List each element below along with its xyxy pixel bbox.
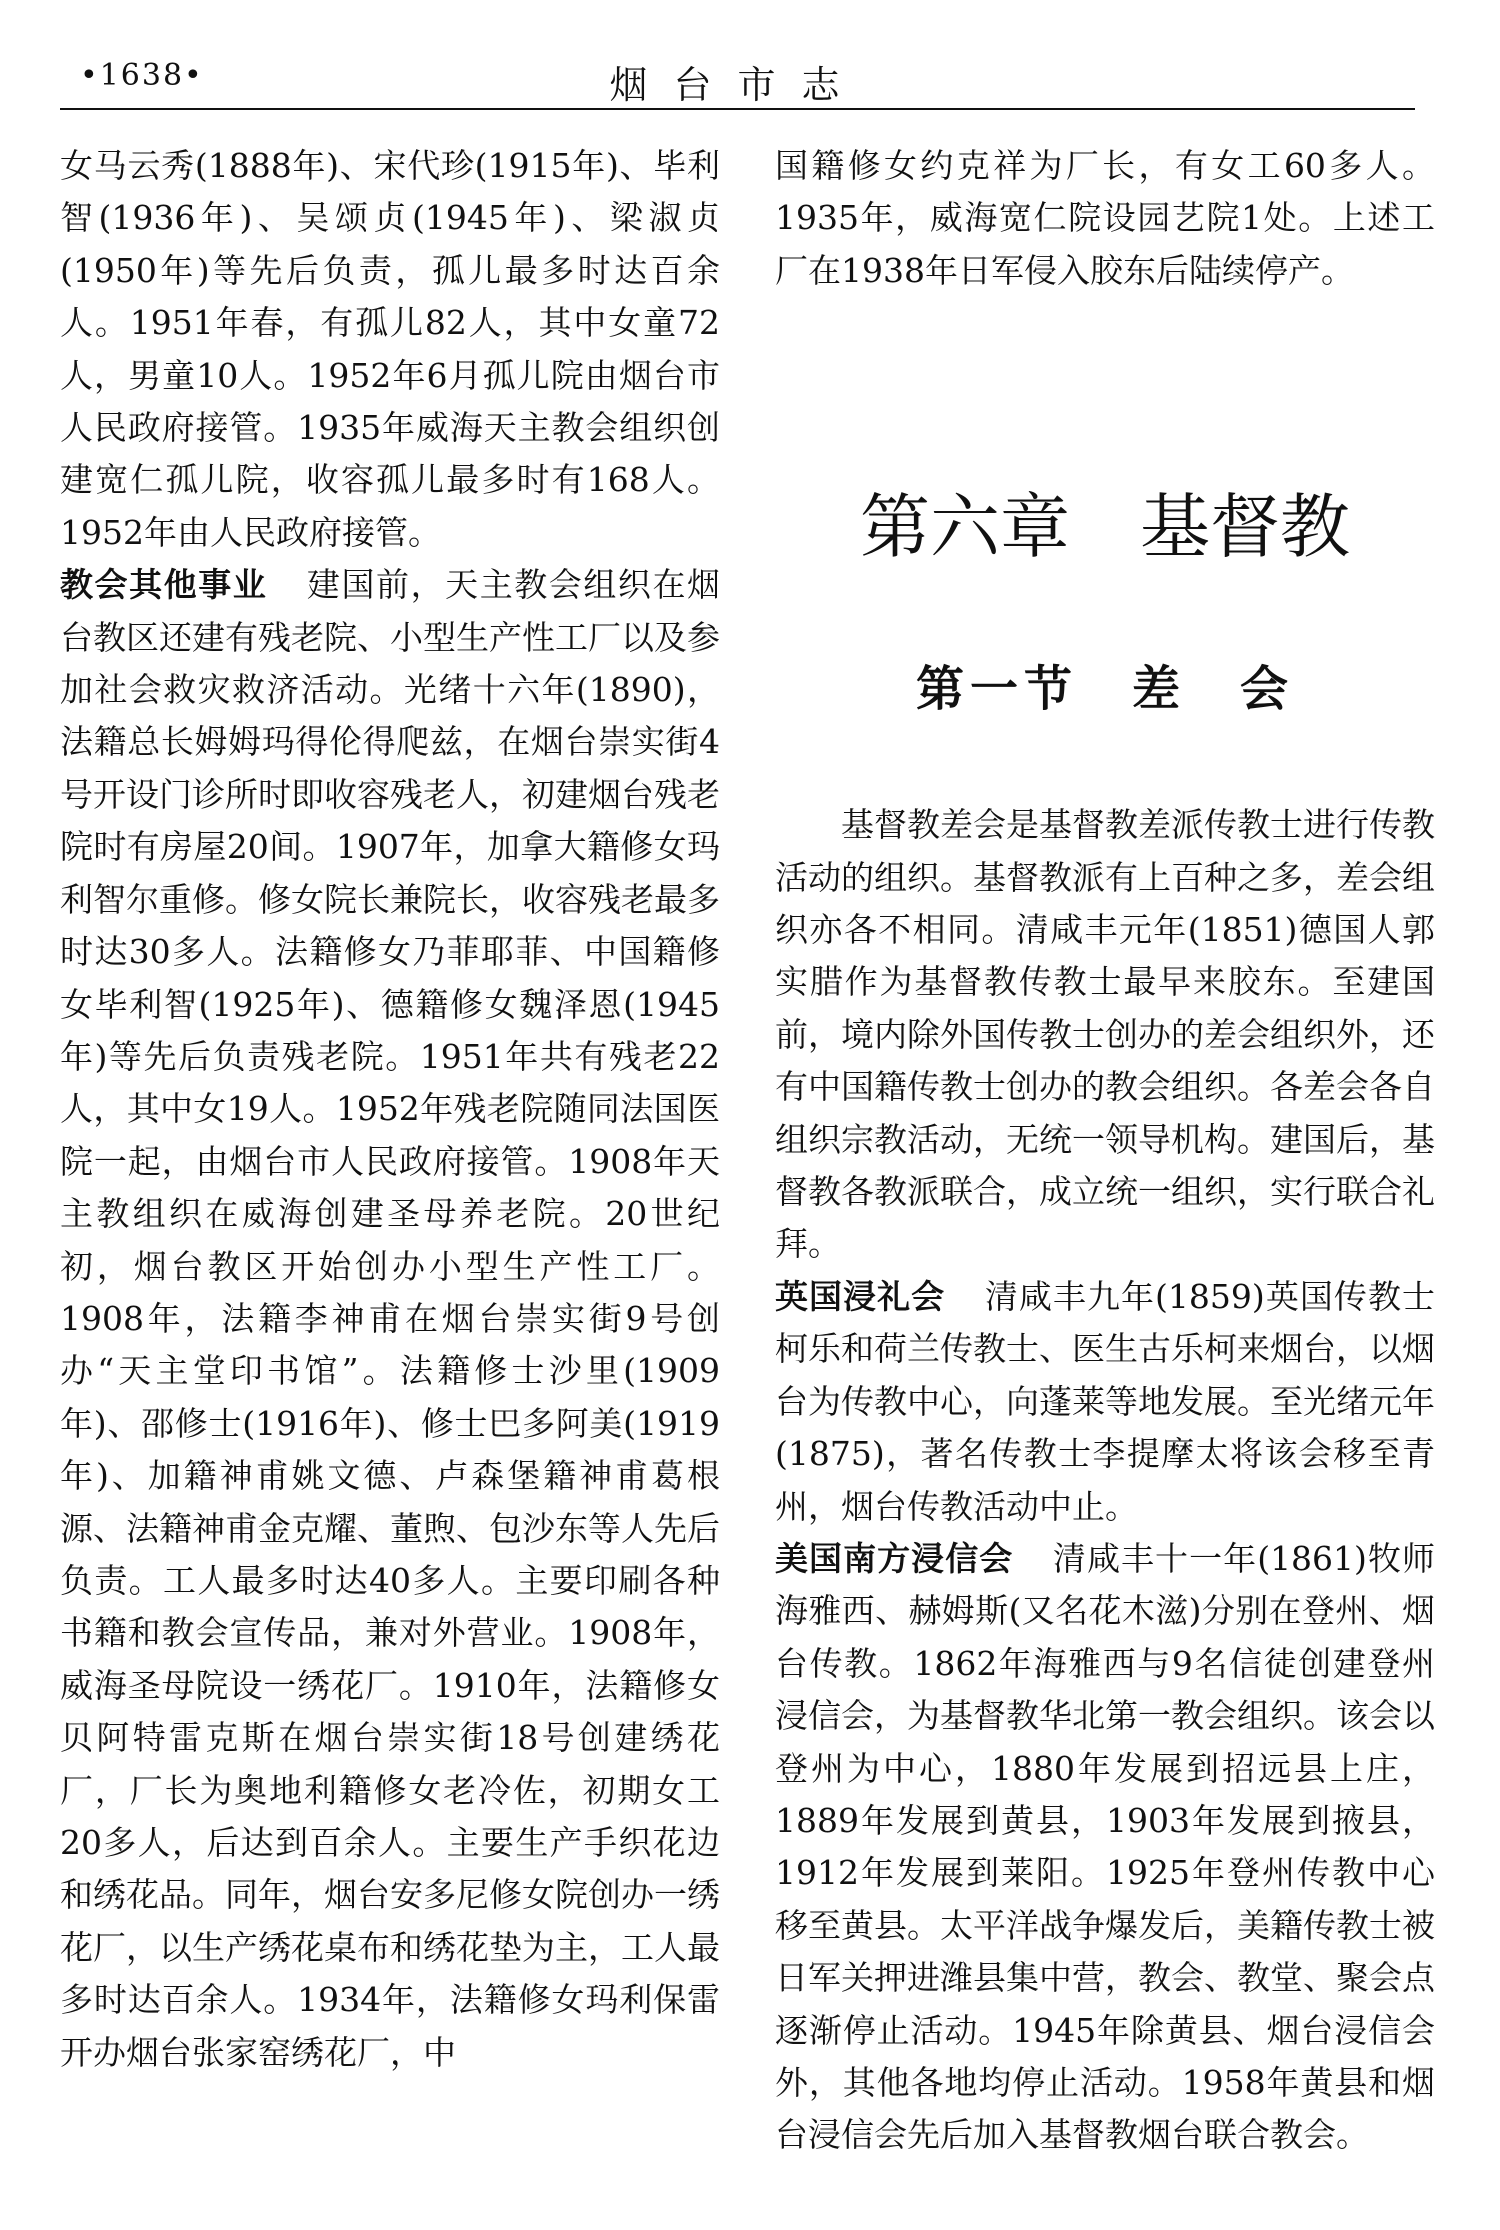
- entry-heading: 美国南方浸信会: [775, 1538, 1014, 1578]
- page-header: [60, 52, 1415, 106]
- section-title: 第一节 差 会: [915, 661, 1294, 718]
- page-number: •1638•: [80, 58, 204, 93]
- entry-text: 清咸丰十一年(1861)牧师海雅西、赫姆斯(又名花木滋)分别在登州、烟台传教。1862年海雅西与9名信徒创建登州浸信会，为基督教华北第一教会组织。该会以登州为中心，1880年发展到招远县上庄，1889年发展到黄县，1903年发展到掖县，1912年发展到莱阳。1925年登州传教中心移至黄县。太平洋战争爆发后，美籍传教士被日军关押进潍县集中营，教会、教堂、聚会点逐渐停止活动。1945年除黄县、烟台浸信会外，其他各地均停止活动。1958年黄县和烟台浸信会先后加入基督教烟台联合教会。: [775, 1538, 1436, 2155]
- running-title: 烟台市志: [609, 63, 866, 107]
- entry-text: 建国前，天主教会组织在烟台教区还建有残老院、小型生产性工厂以及参加社会救灾救济活动。光绪十六年(1890)，法籍总长姆姆玛得伦得爬兹，在烟台崇实街4号开设门诊所时即收容残老人，初建烟台残老院时有房屋20间。1907年，加拿大籍修女玛利智尔重修。修女院长兼院长，收容残老最多时达30多人。法籍修女乃菲耶菲、中国籍修女毕利智(1925年)、德籍修女魏泽恩(1945年)等先后负责残老院。1951年共有残老22人，其中女19人。1952年残老院随同法国医院一起，由烟台市人民政府接管。1908年天主教组织在威海创建圣母养老院。20世纪初，烟台教区开始创办小型生产性工厂。1908年，法籍李神甫在烟台崇实街9号创办“天主堂印书馆”。法籍修士沙里(1909年)、邵修士(1916年)、修士巴多阿美(1919年)、加籍神甫姚文德、卢森堡籍神甫葛根源、法籍神甫金克耀、董煦、包沙东等人先后负责。工人最多时达40多人。主要印刷各种书籍和教会宣传品，兼对外营业。1908年，威海圣母院设一绣花厂。1910年，法籍修女贝阿特雷克斯在烟台崇实街18号创建绣花厂，厂长为奥地利籍修女老冷佐，初期女工20多人，后达到百余人。主要生产手织花边和绣花品。同年，烟台安多尼修女院创办一绣花厂，以生产绣花桌布和绣花垫为主，工人最多时达百余人。1934年，法籍修女玛利保雷开办烟台张家窑绣花厂，中: [60, 565, 721, 2072]
- entry-baptist-missionary-society: [775, 1271, 1435, 1533]
- entry-text: 清咸丰九年(1859)英国传教士柯乐和荷兰传教士、医生古乐柯来烟台，以烟台为传教中心，向蓬莱等地发展。至光绪元年(1875)，著名传教士李提摩太将该会移至青州，烟台传教活动中止。: [775, 1276, 1436, 1526]
- chapter-title: 第六章 基督教: [860, 486, 1350, 569]
- header-rule: [60, 108, 1415, 110]
- left-column: [60, 140, 720, 2079]
- right-paragraph-1: 国籍修女约克祥为厂长，有女工60多人。1935年，威海宽仁院设园艺院1处。上述工厂在1938年日军侵入胶东后陆续停产。: [775, 146, 1435, 290]
- entry-southern-baptist: [775, 1533, 1435, 2162]
- section-intro-paragraph: 基督教差会是基督教差派传教士进行传教活动的组织。基督教派有上百种之多，差会组织亦各不相同。清咸丰元年(1851)德国人郭实腊作为基督教传教士最早来胶东。至建国前，境内除外国传教士创办的差会组织外，还有中国籍传教士创办的教会组织。各差会各自组织宗教活动，无统一领导机构。建国后，基督教各教派联合，成立统一组织，实行联合礼拜。: [775, 805, 1435, 1264]
- entry-heading: 英国浸礼会: [775, 1276, 946, 1316]
- left-paragraph-1: 女马云秀(1888年)、宋代珍(1915年)、毕利智(1936年)、吴颂贞(1945年)、梁淑贞(1950年)等先后负责，孤儿最多时达百余人。1951年春，有孤儿82人，其中女童72人，男童10人。1952年6月孤儿院由烟台市人民政府接管。1935年威海天主教会组织创建宽仁孤儿院，收容孤儿最多时有168人。1952年由人民政府接管。: [60, 146, 720, 552]
- left-entry-other-work: [60, 559, 720, 2079]
- entry-heading: 教会其他事业: [60, 565, 268, 605]
- right-column: [775, 140, 1435, 2162]
